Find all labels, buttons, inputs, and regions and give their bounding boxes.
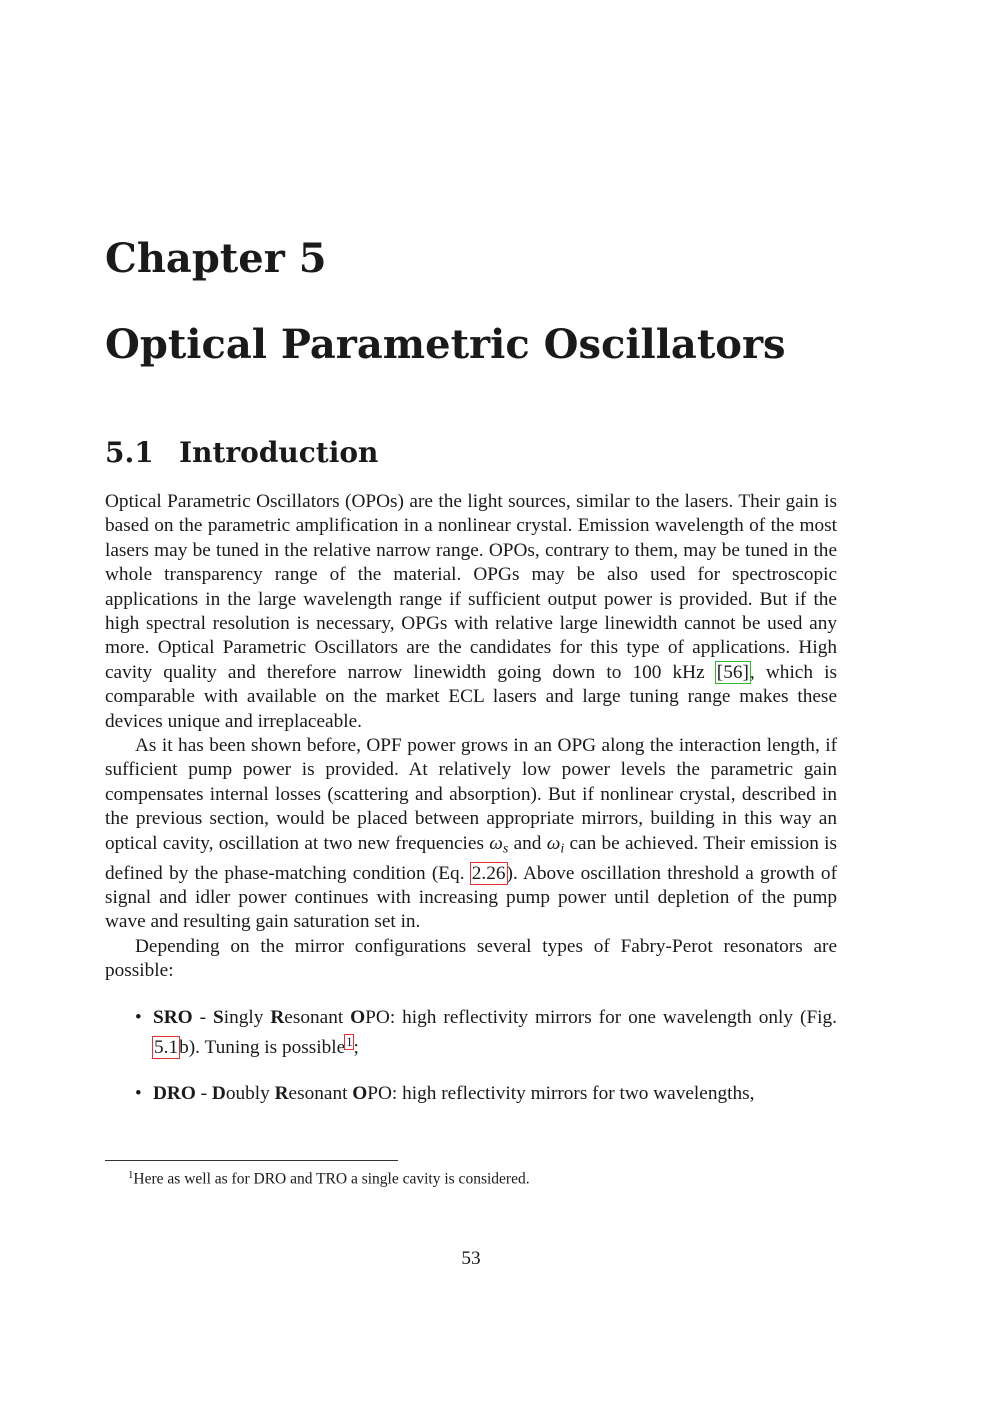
omega-glyph: ω [546, 832, 561, 854]
omega-i-symbol [546, 832, 565, 857]
text: ; [353, 1036, 359, 1058]
letter-r: R [274, 1083, 289, 1105]
paragraph-1 [105, 490, 837, 734]
letter-s: S [213, 1006, 224, 1028]
chapter-label: Chapter 5 [105, 235, 327, 282]
footnote-text: Here as well as for DRO and TRO a single cavity is considered. [133, 1170, 530, 1188]
bullet-icon: • [135, 1006, 142, 1028]
text: esonant [288, 1083, 353, 1105]
paragraph-2-text-mid: can be achieved. Their emission is defined by the phase-matching condition (Eq. [105, 832, 837, 884]
letter-o: O [352, 1083, 368, 1105]
letter-r: R [270, 1006, 285, 1028]
chapter-title: Optical Parametric Oscillators [105, 321, 786, 368]
omega-s-symbol [489, 832, 509, 857]
paragraph-1-text: Optical Parametric Oscillators (OPOs) are the light sources, similar to the lasers. Their gain is based on the parametric amplification in a nonlinear crystal. Emission wavelength of the most lasers may be tuned in the relative narrow range. OPOs, contrary to them, may be tuned in the whole transparency range of the material. OPGs may be also used for spectroscopic applications in the large wavelength range if sufficient output power is provided. But if the high spectral resolution is necessary, OPGs with relative large linewidth cannot be used any more. Optical Parametric Oscillators are the candidates for this type of applications. High cavity quality and therefore narrow linewidth going down to 100 kHz [105, 491, 837, 683]
letter-o: O [350, 1006, 366, 1028]
dro-acronym: DRO [153, 1083, 196, 1105]
and-text: and [508, 832, 547, 854]
dash: - [192, 1006, 214, 1028]
sro-acronym: SRO [153, 1006, 193, 1028]
letter-d: D [211, 1083, 226, 1105]
paragraph-2 [105, 734, 837, 935]
section-number: 5.1 [105, 436, 154, 469]
section-heading [105, 434, 378, 472]
text: ingly [223, 1006, 271, 1028]
list-item-sro [105, 1006, 837, 1061]
text: PO: high reflectivity mirrors for one wavelength only (Fig. [365, 1006, 837, 1028]
citation-link[interactable]: [56] [716, 661, 749, 683]
text: b). Tuning is possible [179, 1036, 346, 1058]
paragraph-1-text-end: , which is comparable with available on the market ECL lasers and large tuning range makes these devices unique and irreplaceable. [105, 661, 837, 732]
resonator-types-list [105, 1006, 837, 1107]
text: esonant [284, 1006, 351, 1028]
text: oubly [225, 1083, 275, 1105]
subscript-s: s [502, 841, 509, 857]
paragraph-3: Depending on the mirror configurations several types of Fabry-Perot resonators are possible: [105, 935, 837, 982]
footnote-mark: 1 [128, 1169, 134, 1181]
subscript-i: i [560, 841, 565, 857]
text: PO: high reflectivity mirrors for two wavelengths, [367, 1083, 755, 1105]
dash: - [195, 1083, 212, 1105]
footnote [128, 1164, 530, 1190]
figure-link[interactable]: 5.1 [154, 1036, 179, 1058]
omega-glyph: ω [489, 832, 503, 854]
footnote-divider [105, 1160, 398, 1161]
list-item-dro [105, 1082, 837, 1106]
equation-link[interactable]: 2.26 [471, 862, 506, 884]
page-number: 53 [461, 1248, 481, 1269]
section-title: Introduction [179, 436, 379, 469]
footnote-link[interactable]: 1 [346, 1035, 353, 1049]
paragraph-2-text-end: ). Above oscillation threshold a growth of signal and idler power continues with increasing pump power until depletion of the pump wave and resulting gain saturation set in. [105, 862, 837, 933]
paragraph-2-text: As it has been shown before, OPF power grows in an OPG along the interaction length, if sufficient pump power is provided. At relatively low power levels the parametric gain compensates internal losses (scattering and absorption). But if nonlinear crystal, described in the previous section, would be placed between appropriate mirrors, building in this way an optical cavity, oscillation at two new frequencies [105, 735, 837, 854]
bullet-icon: • [135, 1083, 142, 1105]
body-text [105, 490, 837, 1129]
